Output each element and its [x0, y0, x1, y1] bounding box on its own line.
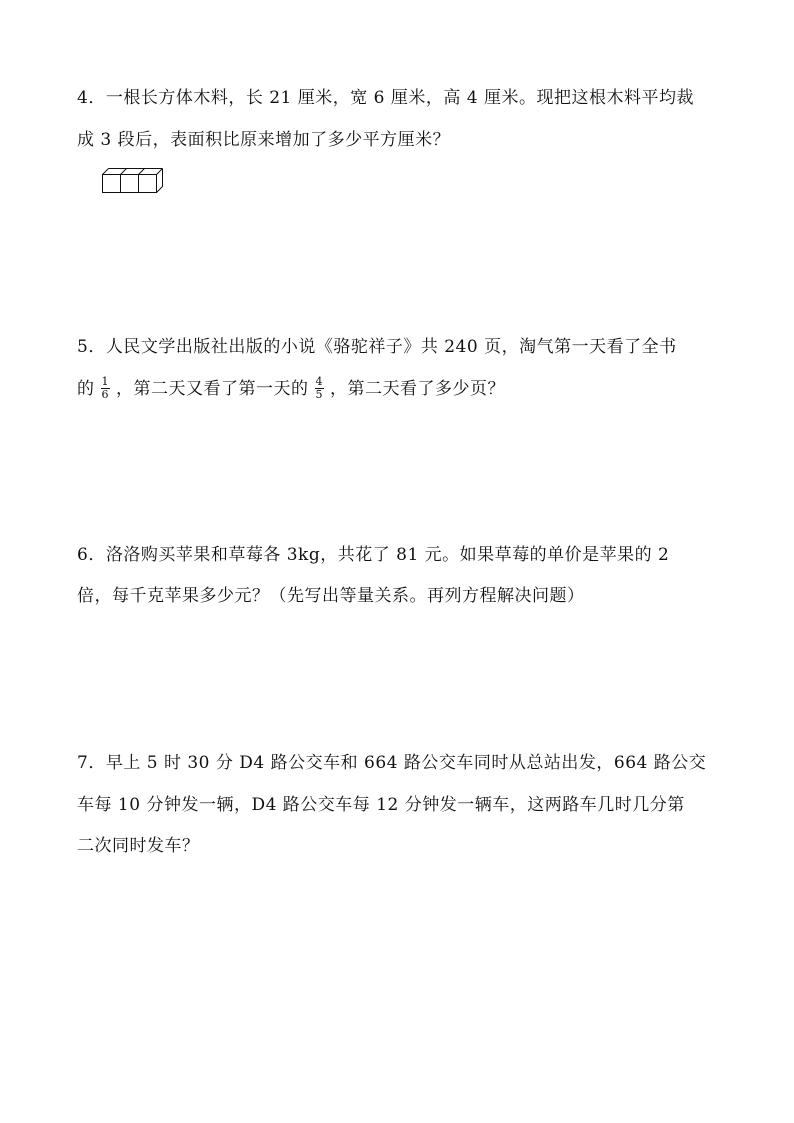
fraction-one-sixth [101, 376, 111, 401]
cuboid-figure [102, 168, 164, 194]
problem-5-text-part-2: ，第二天又看了第一天的 [116, 379, 309, 399]
fraction-four-fifths [315, 376, 325, 401]
fraction-denominator: 6 [101, 388, 109, 401]
problem-7-line-2: 车每 10 分钟发一辆，D4 路公交车每 12 分钟发一辆车，这两路车几时几分第 [77, 795, 685, 815]
cuboid-segment-3 [139, 175, 157, 193]
problem-4-line-1: 4．一根长方体木料，长 21 厘米，宽 6 厘米，高 4 厘米。现把这根木料平均裁 [77, 88, 695, 108]
problem-5-text-part-1: 的 [77, 379, 95, 399]
fraction-numerator: 1 [101, 375, 109, 388]
fraction-denominator: 5 [315, 388, 323, 401]
fraction-numerator: 4 [315, 375, 323, 388]
problem-5-text-part-3: ，第二天看了多少页？ [330, 379, 505, 399]
cuboid-segment-2 [121, 175, 139, 193]
problem-6-line-1: 6．洛洛购买苹果和草莓各 3kg，共花了 81 元。如果草莓的单价是苹果的 2 [77, 545, 670, 565]
problem-6-line-2: 倍，每千克苹果多少元？（先写出等量关系。再列方程解决问题） [77, 586, 585, 606]
problem-5-line-1: 5．人民文学出版社出版的小说《骆驼祥子》共 240 页，淘气第一天看了全书 [77, 337, 677, 357]
problem-4-line-2: 成 3 段后，表面积比原来增加了多少平方厘米？ [77, 130, 451, 150]
problem-7-line-3: 二次同时发车？ [77, 836, 200, 856]
problem-5-line-2 [77, 377, 505, 402]
cuboid-segment-1 [103, 175, 121, 193]
problem-7-line-1: 7．早上 5 时 30 分 D4 路公交车和 664 路公交车同时从总站出发，664 路公交 [77, 753, 707, 773]
